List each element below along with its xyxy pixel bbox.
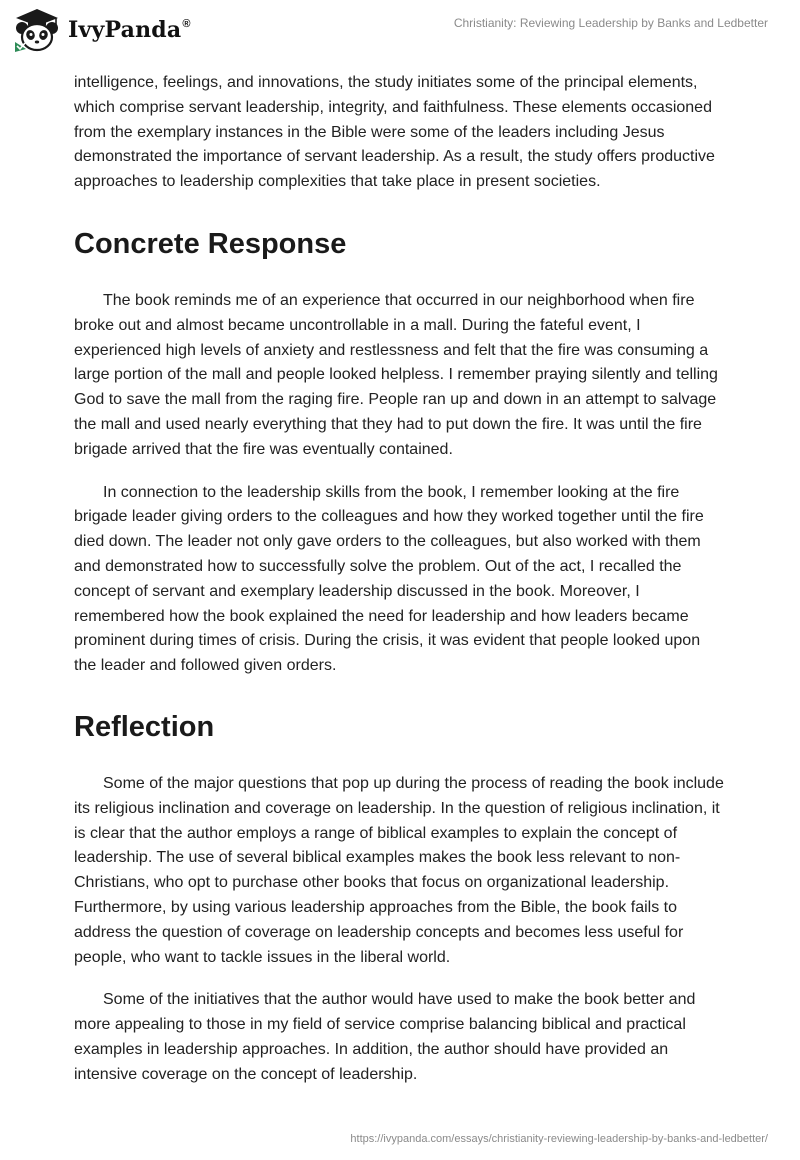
source-url[interactable]: https://ivypanda.com/essays/christianity-reviewing-leadership-by-banks-and-ledbetter/ xyxy=(350,1133,768,1145)
heading-reflection: Reflection xyxy=(74,710,215,743)
intro-paragraph: intelligence, feelings, and innovations, the study initiates some of the principal elements, which comprise servant leadership, integrity, and faithfulness. These elements occasioned from the exemplary instances in the Bible were some of the leaders including Jesus demonstrated the importance of servant leadership. As a result, the study offers productive approaches to leadership complexities that take place in present societies. xyxy=(74,74,715,191)
panda-logo-icon xyxy=(12,7,62,53)
concrete-paragraph-1: The book reminds me of an experience that occurred in our neighborhood when fire broke out and almost became uncontrollable in a mall. During the fateful event, I experienced high levels of anxiety and restlessness and felt that the fire was consuming a large portion of the mall and people looked helpless. I remember praying silently and telling God to save the mall from the raging fire. People ran up and down in an attempt to salvage the mall and used nearly everything that they had to put down the fire. It was until the fire brigade arrived that the fire was eventually contained. xyxy=(74,291,718,458)
heading-concrete-response: Concrete Response xyxy=(74,227,347,260)
brand-name: IvyPanda® xyxy=(68,17,191,43)
concrete-paragraph-2: In connection to the leadership skills from the book, I remember looking at the fire brigade leader giving orders to the colleagues and how they worked together until the fire died down. The leader not only gave orders to the colleagues, but also worked with them and demonstrated how to successfully solve the problem. Out of the act, I recalled the concept of servant and exemplary leadership discussed in the book. Moreover, I remembered how the book explained the need for leadership and how leaders became prominent during times of crisis. During the crisis, it was evident that people looked upon the leader and followed given orders. xyxy=(74,483,704,675)
essay-body xyxy=(74,71,726,1088)
reflection-paragraph-1: Some of the major questions that pop up during the process of reading the book include its religious inclination and coverage on leadership. In the question of religious inclination, it is clear that the author employs a range of biblical examples to explain the concept of leadership. The use of several biblical examples makes the book less relevant to non-Christians, who opt to purchase other books that focus on organizational leadership. Furthermore, by using various leadership approaches from the Bible, the book fails to address the question of coverage on leadership concepts and becomes less useful for people, who want to tackle issues in the liberal world. xyxy=(74,774,724,966)
page-header xyxy=(0,0,800,64)
registered-mark: ® xyxy=(182,18,191,30)
logo[interactable] xyxy=(12,7,191,53)
document-title: Christianity: Reviewing Leadership by Banks and Ledbetter xyxy=(453,16,768,30)
reflection-paragraph-2: Some of the initiatives that the author would have used to make the book better and more appealing to those in my field of service comprise balancing biblical and practical examples in leadership approaches. In addition, the author should have provided an intensive coverage on the concept of leadership. xyxy=(74,991,696,1083)
